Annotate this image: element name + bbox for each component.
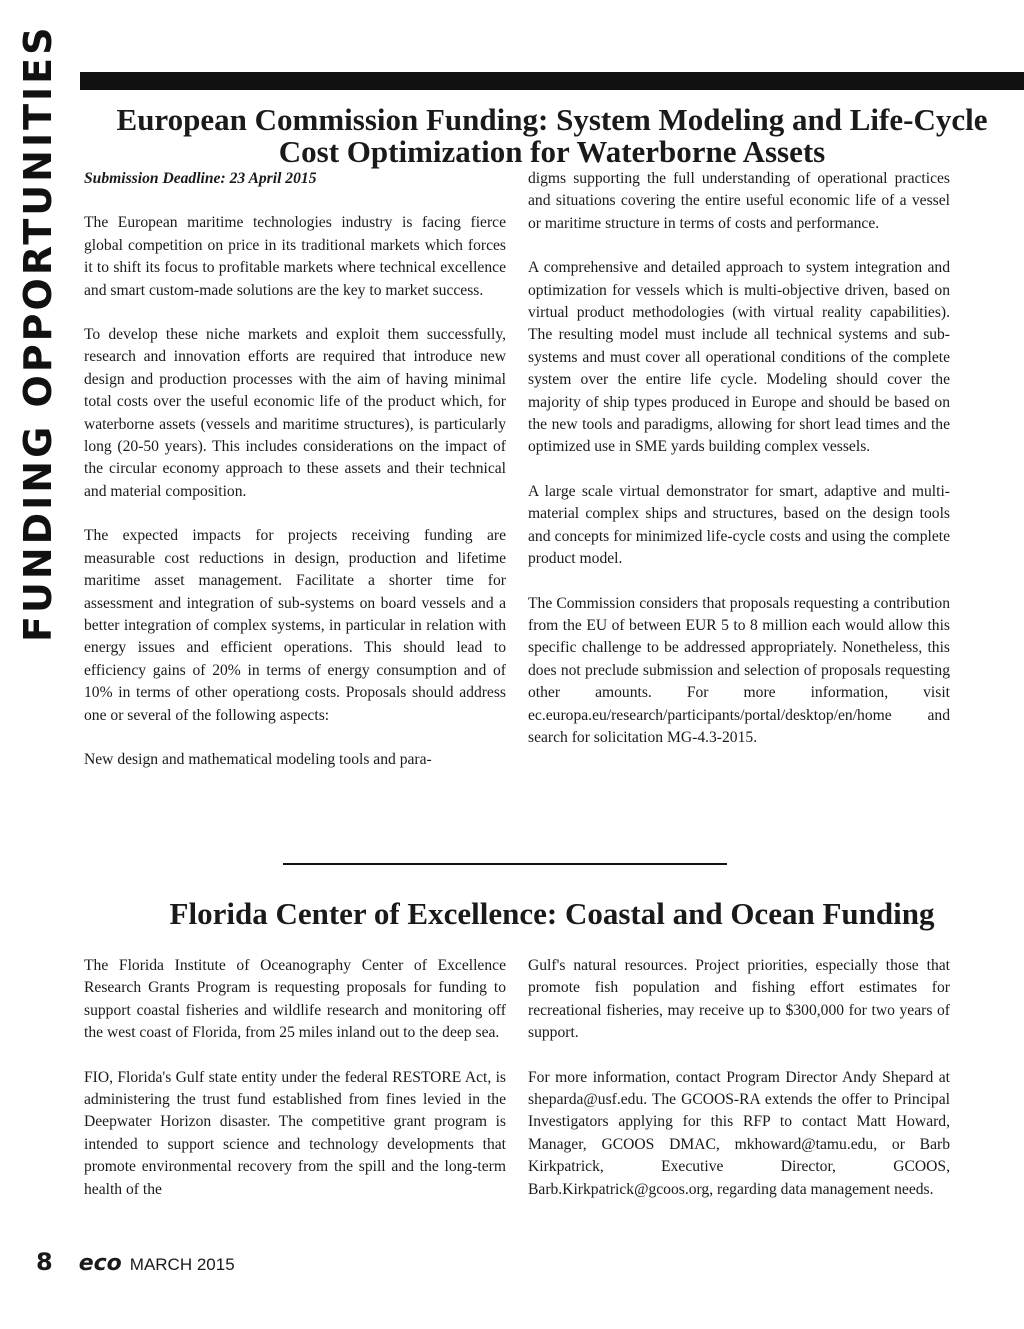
article2-paragraph: FIO, Florida's Gulf state entity under the federal RESTORE Act, is administering the trust fund established from fines levied in the Deepwater Horizon disaster. The competitive grant program is intended to support science and technology developments that promote environmental recovery from the spill and the long-term health of the: [84, 1068, 506, 1198]
article2-paragraph: Gulf's natural resources. Project priorities, especially those that promote fish population and fishing effort estimates for recreational fisheries, may receive up to $300,000 for two years of support.: [528, 957, 950, 1042]
magazine-logo: eco: [78, 1251, 122, 1276]
article1-paragraph: The European maritime technologies industry is facing fierce global competition on price in its traditional markets which forces it to shift its focus to profitable markets where technical excellence and smart custom-made solutions are the key to market success.: [84, 214, 506, 299]
page-number: 8: [36, 1248, 53, 1276]
article1-paragraph: A comprehensive and detailed approach to system integration and optimization for vessels which is multi-objective driven, based on virtual product methodologies (with virtual reality capabilities). The resulting model must include all technical systems and sub-systems and must cover all operational conditions of the complete system over the entire life cycle. Modeling should cover the majority of ship types produced in Europe and should be based on the new tools and paradigms, allowing for short lead times and the optimized use in SME yards building complex vessels.: [528, 259, 950, 456]
article2-title: Florida Center of Excellence: Coastal and Ocean Funding: [169, 896, 935, 931]
issue-date: MARCH 2015: [129, 1255, 235, 1274]
article1-title: [80, 104, 1024, 168]
page-footer: [36, 1248, 235, 1276]
article1-left-column: [84, 168, 506, 793]
sidebar: [0, 24, 80, 642]
section-label: FUNDING OPPORTUNITIES: [16, 24, 60, 642]
top-rule-bar: [20, 72, 1024, 90]
section-divider: [283, 863, 727, 865]
article2-right-column: [528, 955, 950, 1223]
submission-deadline: Submission Deadline: 23 April 2015: [84, 170, 317, 187]
article1-paragraph: New design and mathematical modeling tools and para-: [84, 750, 432, 768]
article2-paragraph: For more information, contact Program Director Andy Shepard at sheparda@usf.edu. The GCOOS-RA extends the offer to Principal Investigators applying for this RFP to contact Matt Howard, Manager, GCOOS DMAC, mkhoward@tamu.edu, or Barb Kirkpatrick, Executive Director, GCOOS, Barb.Kirkpatrick@gcoos.org, regarding data management needs.: [528, 1068, 950, 1198]
article1-right-column: [528, 168, 950, 771]
article2-left-column: [84, 955, 506, 1223]
article1-paragraph: The Commission considers that proposals requesting a contribution from the EU of between EUR 5 to 8 million each would allow this specific challenge to be addressed appropriately. Nonetheless, this does not preclude submission and selection of proposals requesting other amounts. For more information, visit ec.europa.eu/research/participants/portal/desktop/en/home and search for solicitation MG-4.3-2015.: [528, 594, 950, 746]
article1-paragraph: A large scale virtual demonstrator for smart, adaptive and multi-material complex ships and structures, based on the design tools and concepts for minimized life-cycle costs and using the complete product model.: [528, 482, 950, 568]
article1-title-line1: European Commission Funding: System Modeling and Life-Cycle: [116, 102, 988, 137]
article1-paragraph: To develop these niche markets and exploit them successfully, research and innovation efforts are required that introduce new design and production processes with the aim of having minimal total costs over the useful economic life of the product which, for waterborne assets (vessels and maritime structures), is particularly long (20-50 years). This includes considerations on the impact of the circular economy approach to these assets and their technical and material composition.: [84, 326, 506, 500]
article1-paragraph: The expected impacts for projects receiving funding are measurable cost reductions in design, production and lifetime maritime asset management. Facilitate a shorter time for assessment and integration of sub-systems on board vessels and a better integration of complex systems, in particular in relation with energy issues and efficient operations. This should lead to efficiency gains of 20% in terms of energy consumption and of 10% in terms of other operationg costs. Proposals should address one or several of the following aspects:: [84, 527, 506, 724]
article1-title-line2: Cost Optimization for Waterborne Assets: [278, 134, 826, 169]
article1-paragraph: digms supporting the full understanding of operational practices and situations covering the entire useful economic life of a vessel or maritime structure in terms of costs and performance.: [528, 170, 950, 232]
article2-paragraph: The Florida Institute of Oceanography Center of Excellence Research Grants Program is requesting proposals for funding to support coastal fisheries and wildlife research and monitoring off the west coast of Florida, from 25 miles inland out to the deep sea.: [84, 957, 506, 1042]
